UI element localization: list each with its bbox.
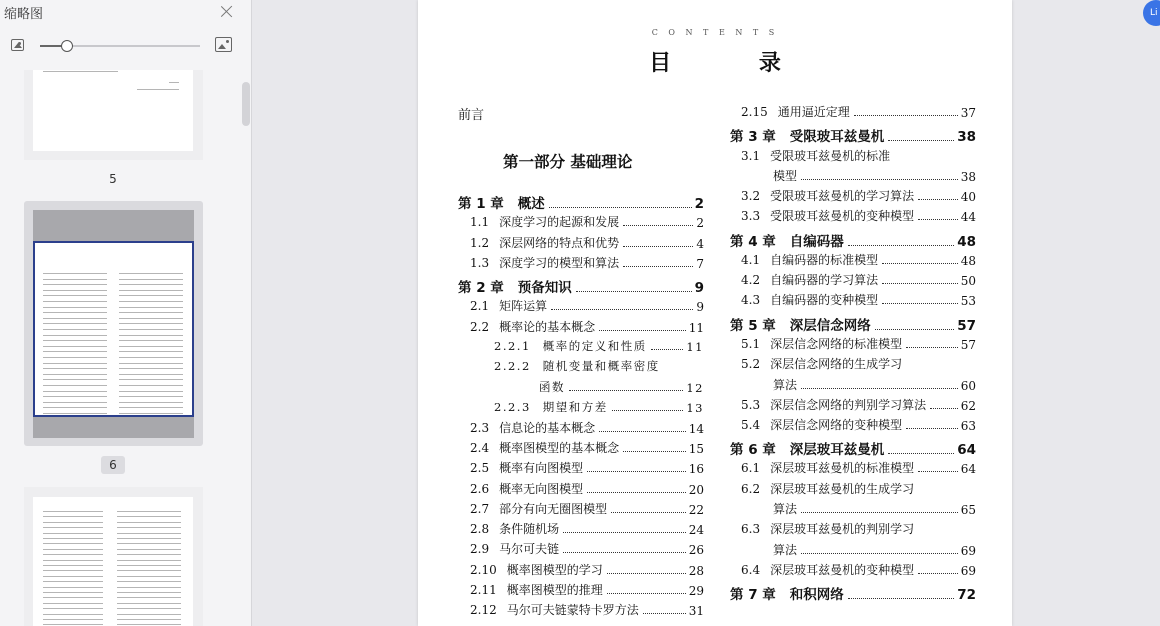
toc-page-number: 11 [686,339,704,354]
toc-entry-title-cont: 函数 [539,379,565,394]
toc-entry-label [741,335,902,352]
toc-entry-label [458,192,545,212]
thumbnail-page-5[interactable] [24,70,203,160]
toc-entry-label [741,147,890,164]
toc-entry-number: 3.3 [741,209,761,224]
toc-page-number: 4 [696,236,704,251]
toc-entry-title: 概率的定义和性质 [542,338,647,353]
toc-leader-dots [918,199,958,200]
toc-entry-label [730,583,844,603]
toc-entry-label [470,520,559,537]
toc-section[interactable] [741,207,976,224]
toc-entry-label [741,459,914,476]
toc-section[interactable] [470,561,704,578]
toc-page-number: 48 [960,253,976,268]
toc-entry-number: 1.1 [470,215,490,230]
toc-leader-dots [888,140,954,141]
toc-leader-dots [882,263,958,264]
toc-entry-title: 信息论的基本概念 [499,420,596,435]
toc-leader-dots [587,492,686,493]
toc-entry-title: 深层信念网络的生成学习 [770,357,903,371]
toc-page-number: 31 [688,604,704,618]
toc-entry-label [741,187,914,204]
toc-entry-label [458,276,572,296]
toc-page-number: 16 [688,462,704,477]
toc-page-number: 72 [957,586,976,603]
toc-section[interactable] [741,480,976,497]
thumbnail-page-number: 6 [101,456,125,474]
toc-entry-label [470,561,603,578]
thumbnail-panel [0,0,252,626]
toc-entry-title: 自编码器的标准模型 [770,252,879,267]
toc-page-number: 29 [688,583,704,598]
toc-entry-title: 深度学习的模型和算法 [499,255,620,270]
toc-entry-label [741,207,914,224]
toc-chapter[interactable] [458,276,704,296]
thumbnail-page-image [33,210,194,438]
thumbnail-zoom-slider[interactable] [40,45,200,47]
toc-section[interactable] [741,416,976,433]
toc-leader-dots [607,593,686,594]
toc-leader-dots [930,408,958,409]
toc-entry-number: 2.2.2 [494,359,531,373]
toc-entry-label [741,291,878,308]
toc-section[interactable] [741,561,976,578]
toc-leader-dots [882,303,958,304]
toc-entry-title: 受限玻耳兹曼机的学习算法 [770,189,915,203]
toc-section-continuation[interactable] [773,376,976,393]
toc-entry-label [741,355,902,372]
app-badge-icon[interactable]: Li [1143,0,1160,26]
toc-leader-dots [623,246,693,247]
toc-leader-dots [906,428,958,429]
toc-page-number: 28 [688,563,704,578]
toc-entry-title: 自编码器 [789,233,844,250]
thumbnail-page-image [33,70,193,151]
toc-leader-dots [848,598,954,599]
toc-entry-number: 2.1 [470,299,490,314]
toc-subsection[interactable] [494,399,704,415]
toc-leader-dots [563,532,686,533]
toc-page-number: 37 [960,106,976,120]
toc-page-number: 64 [957,442,976,458]
toc-entry-title: 受限玻耳兹曼机的变种模型 [770,209,915,224]
toc-page-number: 13 [686,400,704,415]
toc-entry-label [741,416,902,433]
toc-entry-title-cont: 算法 [773,502,798,516]
toc-leader-dots [612,410,684,411]
toc-leader-dots [801,388,958,389]
toc-page-number: 24 [688,523,704,537]
toc-entry-number: 2.15 [741,105,768,119]
toc-entry-label [741,103,850,120]
toc-entry-label [730,125,884,145]
toc-page-number: 2 [694,196,704,212]
toc-entry-label [470,581,603,598]
toc-page-number: 50 [960,274,976,288]
toc-page-number: 11 [688,320,704,335]
contents-label: C O N T E N T S [651,28,779,37]
toc-entry-title: 马尔可夫链 [499,542,560,557]
toc-entry-number: 5.2 [741,357,761,371]
toc-page-number: 38 [957,129,976,146]
document-page [418,0,1012,626]
toc-entry-title: 部分有向无圈图模型 [499,501,608,516]
large-thumbnail-icon[interactable] [215,37,232,52]
toc-leader-dots [801,553,958,554]
toc-entry-title: 通用逼近定理 [777,105,850,119]
toc-entry-title: 深层信念网络的判别学习算法 [770,397,927,412]
toc-page-number: 62 [960,398,976,413]
toc-entry-number: 第 1 章 [458,196,504,212]
toc-leader-dots [569,390,683,391]
toc-subsection[interactable] [494,338,704,354]
toc-entry-title-cont: 算法 [773,542,798,557]
toc-section[interactable] [741,103,976,120]
toc-entry-number: 2.11 [470,582,497,597]
thumbnail-page-number: 5 [109,172,117,186]
toc-entry-number: 2.4 [470,441,490,455]
toc-entry-title: 深层玻耳兹曼机的变种模型 [770,562,915,577]
toc-page-number: 60 [960,378,976,393]
toc-leader-dots [882,283,958,284]
zoom-slider-knob[interactable] [61,40,73,52]
toc-entry-label [741,520,914,537]
toc-page-number: 7 [696,256,704,271]
toc-entry-label [470,500,607,517]
toc-leader-dots [599,330,686,331]
toc-entry-label [470,480,583,497]
toc-entry-number: 3.1 [741,148,761,163]
toc-preface[interactable]: 前言 [458,108,485,123]
toc-subsection[interactable] [494,358,704,374]
toc-entry-label [741,396,926,413]
toc-section[interactable] [470,581,704,598]
toc-entry-number: 第 5 章 [730,317,776,334]
toc-leader-dots [599,431,686,432]
toc-entry-number: 2.2 [470,319,490,334]
toc-entry-number: 2.2.3 [494,399,531,414]
toc-entry-title: 深层网络的特点和优势 [499,235,620,250]
toc-entry-number: 6.3 [741,522,761,536]
toc-entry-number: 1.3 [470,255,490,270]
toc-entry-title: 深层玻耳兹曼机的标准模型 [770,461,915,476]
toc-entry-title: 深层玻耳兹曼机 [789,442,885,458]
toc-entry-title: 概述 [517,196,545,212]
toc-entry-label [470,540,559,557]
toc-page-number: 63 [960,418,976,433]
toc-entry-title: 深度学习的起源和发展 [499,215,620,230]
toc-entry-number: 5.3 [741,397,761,412]
toc-leader-dots [576,291,692,292]
toc-section[interactable] [470,601,704,618]
toc-leader-dots [918,573,958,574]
toc-leader-dots [918,219,958,220]
toc-page-number: 9 [694,280,704,296]
selected-page-outline [33,241,194,417]
toc-chapter[interactable] [730,314,976,334]
toc-leader-dots [551,309,693,310]
toc-section[interactable] [741,396,976,413]
toc-entry-number: 4.2 [741,273,761,287]
toc-entry-title: 矩阵运算 [499,299,548,314]
toc-entry-number: 2.12 [470,603,497,617]
toc-entry-title: 和积网络 [789,586,844,603]
toc-section[interactable] [741,355,976,372]
toc-entry-number: 6.2 [741,481,761,496]
toc-section[interactable] [470,439,704,456]
toc-leader-dots [888,453,954,454]
toc-leader-dots [651,349,684,350]
toc-entry-label [470,318,595,335]
toc-entry-title: 深层信念网络的变种模型 [770,417,903,432]
toc-chapter[interactable] [730,230,976,250]
toc-section-continuation[interactable] [773,167,976,184]
toc-entry-number: 2.2.1 [494,338,531,353]
toc-entry-label [470,439,619,456]
toc-page-number: 15 [688,442,704,456]
toc-leader-dots [623,266,693,267]
toc-page-number: 64 [960,462,976,477]
toc-entry-title: 预备知识 [517,280,572,296]
toc-chapter[interactable] [730,125,976,145]
toc-section[interactable] [741,251,976,268]
toc-entry-number: 4.3 [741,293,761,308]
toc-section[interactable] [470,459,704,476]
toc-page-number: 12 [686,380,704,395]
toc-entry-title: 受限玻耳兹曼机 [789,129,885,146]
toc-section[interactable] [470,540,704,557]
toc-entry-number: 5.1 [741,336,761,351]
toc-entry-number: 2.9 [470,542,490,557]
toc-leader-dots [623,225,693,226]
toc-entry-number: 2.5 [470,461,490,476]
toc-section[interactable] [741,291,976,308]
toc-entry-title: 深层玻耳兹曼机的生成学习 [770,481,915,496]
toc-section[interactable] [470,419,704,436]
toc-leader-dots [563,552,686,553]
toc-entry-number: 1.2 [470,235,490,250]
toc-section[interactable] [741,520,976,537]
toc-section[interactable] [470,520,704,537]
toc-entry-title: 概率论的基本概念 [499,319,596,334]
toc-entry-title: 深层信念网络的标准模型 [770,336,903,351]
toc-entry-label [470,297,547,314]
toc-entry-label [741,480,914,497]
toc-entry-number: 6.1 [741,461,761,476]
toc-leader-dots [611,512,686,513]
toc-page-number: 44 [960,210,976,225]
toc-entry-title: 自编码器的学习算法 [770,273,879,287]
toc-page-number: 69 [960,563,976,578]
toc-entry-title: 概率图模型的推理 [506,582,603,597]
toc-entry-title-cont: 模型 [773,169,798,183]
toc-entry-title: 期望和方差 [542,399,608,414]
toc-page-number: 2 [696,216,704,231]
toc-entry-label [730,438,884,458]
thumbnail-page-image [33,497,193,626]
toc-entry-title: 概率图模型的学习 [506,562,603,577]
toc-entry-number: 5.4 [741,417,761,432]
toc-entry-number: 4.1 [741,252,761,267]
thumbnail-page-6[interactable] [24,201,203,446]
toc-entry-label [741,271,878,288]
toc-leader-dots [906,347,958,348]
toc-leader-dots [623,451,686,452]
toc-title: 目 录 [649,50,821,76]
toc-section[interactable] [741,147,976,164]
toc-page-number: 40 [960,190,976,204]
toc-entry-label [494,358,660,374]
toc-entry-label [470,254,619,271]
toc-subsection-continuation[interactable] [539,379,704,395]
toc-entry-number: 2.10 [470,562,497,577]
toc-section[interactable] [741,271,976,288]
toc-entry-number: 2.6 [470,481,490,496]
toc-section[interactable] [470,318,704,335]
toc-entry-label [730,314,871,334]
toc-chapter[interactable] [730,583,976,603]
toc-entry-number: 3.2 [741,189,761,203]
toc-entry-title: 受限玻耳兹曼机的标准 [770,148,891,163]
toc-entry-title: 深层信念网络 [789,317,871,334]
thumbnail-page-7[interactable] [24,487,203,626]
small-thumbnail-icon[interactable] [11,39,24,51]
toc-leader-dots [848,245,954,246]
toc-leader-dots [587,471,686,472]
toc-section[interactable] [741,187,976,204]
toc-entry-label [470,234,619,251]
toc-leader-dots [854,115,958,116]
toc-page-number: 26 [688,543,704,558]
toc-section-continuation[interactable] [773,541,976,558]
toc-page-number: 65 [960,503,976,517]
toc-entry-label [494,338,647,354]
toc-entry-number: 第 3 章 [730,129,776,146]
toc-entry-title: 自编码器的变种模型 [770,293,879,308]
toc-page-number: 53 [960,294,976,309]
toc-entry-title: 概率无向图模型 [499,481,584,496]
toc-page-number: 38 [960,170,976,184]
toc-entry-label [470,213,619,230]
toc-entry-title: 条件随机场 [499,522,560,536]
toc-entry-label [730,230,844,250]
toc-section[interactable] [741,335,976,352]
toc-entry-label [470,459,583,476]
toc-entry-title: 马尔可夫链蒙特卡罗方法 [506,603,639,617]
toc-page-number: 57 [960,337,976,352]
close-icon[interactable] [219,4,235,20]
toc-leader-dots [918,471,958,472]
toc-section[interactable] [470,297,704,314]
toc-section[interactable] [741,459,976,476]
toc-entry-title-cont: 算法 [773,377,798,392]
toc-entry-number: 第 2 章 [458,280,504,296]
toc-chapter[interactable] [458,192,704,212]
toc-entry-title: 深层玻耳兹曼机的判别学习 [770,522,915,536]
toc-section[interactable] [470,234,704,251]
toc-section[interactable] [470,480,704,497]
toc-section-continuation[interactable] [773,500,976,517]
toc-page-number: 48 [957,233,976,250]
toc-leader-dots [801,179,958,180]
toc-entry-number: 2.3 [470,420,490,435]
toc-entry-number: 2.8 [470,522,490,536]
toc-page-number: 22 [688,502,704,517]
toc-entry-number: 第 6 章 [730,442,776,458]
toc-page-number: 57 [957,317,976,334]
toc-leader-dots [801,512,958,513]
toc-section[interactable] [470,254,704,271]
panel-scrollbar[interactable] [242,82,250,126]
toc-entry-number: 6.4 [741,562,761,577]
toc-entry-label [741,561,914,578]
toc-page-number: 9 [696,300,704,315]
toc-leader-dots [875,329,954,330]
toc-page-number: 14 [688,421,704,436]
toc-entry-label [741,251,878,268]
toc-entry-title: 概率有向图模型 [499,461,584,476]
toc-entry-number: 第 7 章 [730,586,776,603]
toc-entry-number: 第 4 章 [730,233,776,250]
part-title: 第一部分 基础理论 [503,152,633,171]
toc-page-number: 69 [960,543,976,558]
toc-entry-label [494,399,608,415]
toc-section[interactable] [470,500,704,517]
toc-leader-dots [607,573,686,574]
toc-leader-dots [549,207,692,208]
toc-entry-label [470,419,595,436]
toc-entry-number: 2.7 [470,501,490,516]
toc-chapter[interactable] [730,438,976,458]
toc-entry-title: 随机变量和概率密度 [542,359,660,373]
toc-entry-label [470,601,639,618]
toc-leader-dots [643,613,686,614]
toc-entry-title: 概率图模型的基本概念 [499,441,620,455]
toc-page-number: 20 [688,482,704,497]
panel-title: 缩略图 [4,7,44,22]
toc-section[interactable] [470,213,704,230]
